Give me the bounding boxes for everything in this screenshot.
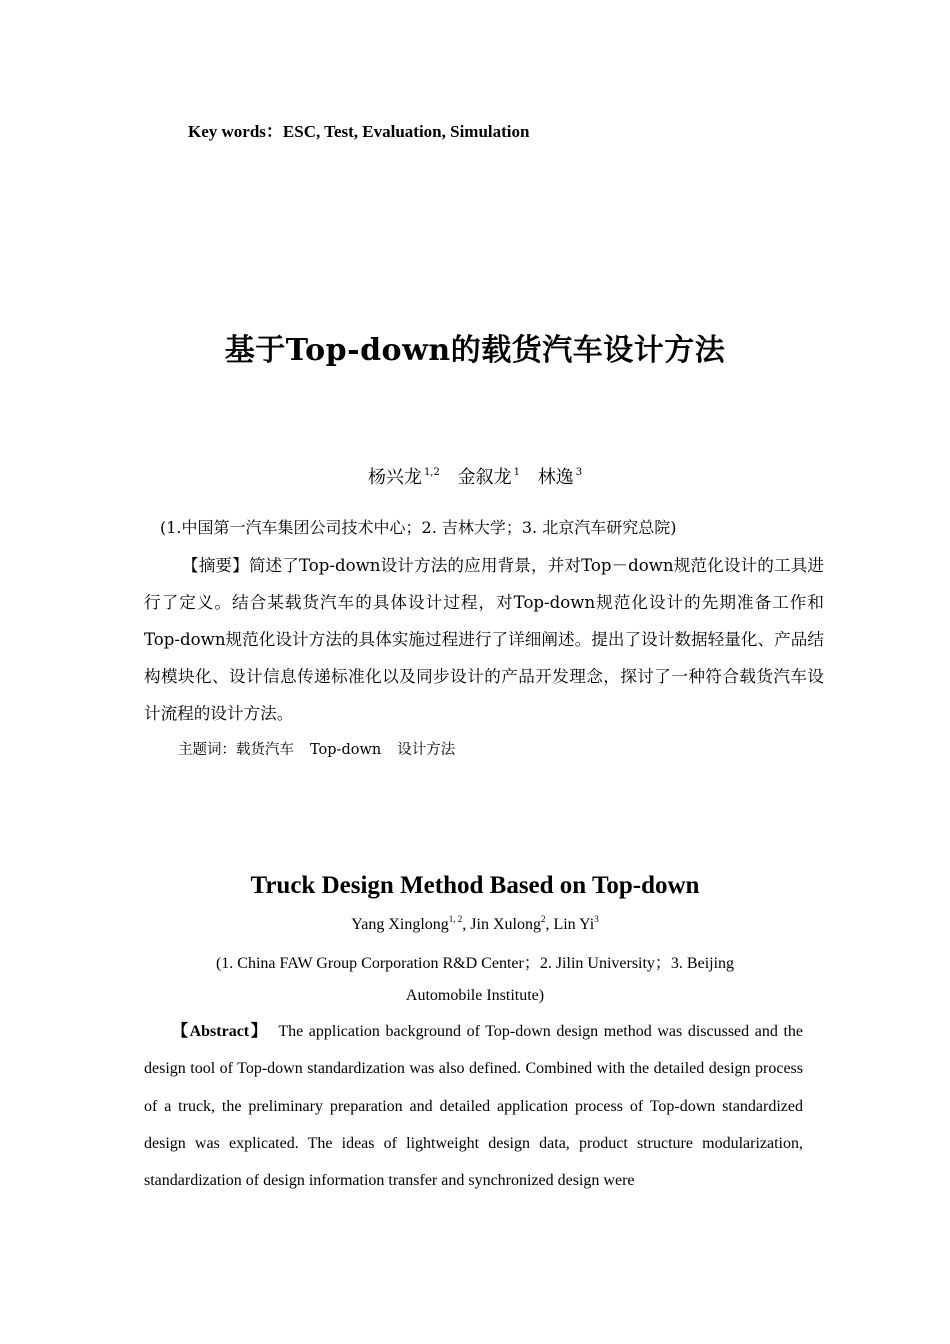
chinese-keywords	[178, 738, 471, 759]
chinese-abstract-label: 【摘要】	[182, 556, 249, 575]
chinese-author-2: 金叙龙 $^1$	[457, 467, 520, 488]
chinese-keywords-label: 主题词：	[178, 742, 236, 758]
english-title: Truck Design Method Based on Top-down	[250, 872, 700, 899]
keyword: 设计方法	[397, 742, 456, 758]
english-authors	[0, 914, 950, 934]
english-author-3: Lin Yi$^3$	[553, 914, 599, 933]
chinese-affiliation: (1.中国第一汽车集团公司技术中心；2. 吉林大学；3. 北京汽车研究总院)	[160, 518, 677, 537]
chinese-title: 基于Top-down的载货汽车设计方法	[224, 333, 726, 368]
keyword: 载货汽车	[236, 742, 294, 758]
english-author-1: Yang Xinglong$^{1, 2}$,	[351, 914, 471, 933]
english-abstract-label: 【Abstract】	[172, 1023, 269, 1040]
chinese-abstract-text: 简述了Top-down设计方法的应用背景，并对Top－down规范化设计的工具进行了定义。结合某载货汽车的具体设计过程，对Top-down规范化设计的先期准备工作和Top-down规范化设计方法的具体实施过程进行了详细阐述。提出了设计数据轻量化、产品结构模块化、设计信息传递标准化以及同步设计的产品开发理念，探讨了一种符合载货汽车设计流程的设计方法。	[144, 556, 824, 723]
english-abstract	[144, 1013, 803, 1199]
previous-section-keywords: Key words：ESC, Test, Evaluation, Simulation	[188, 122, 530, 141]
english-affiliation-line-2: Automobile Institute)	[405, 987, 545, 1004]
chinese-abstract	[144, 547, 824, 732]
keyword: Top-down	[310, 742, 382, 758]
english-affiliation-line-1: (1. China FAW Group Corporation R&D Center；2. Jilin University；3. Beijing	[215, 955, 735, 972]
english-abstract-text: The application background of Top-down design method was discussed and the design tool of Top-down standardization was also defined. Combined with the detailed design process of a truck, the preliminary preparation and detailed application process of Top-down standardized design was explicated. The ideas of lightweight design data, product structure modularization, standardization of design information transfer and synchronized design were	[144, 1023, 803, 1190]
english-author-2: Jin Xulong$^2$,	[470, 914, 554, 933]
chinese-author-3: 林逸 $^3$	[537, 467, 583, 488]
chinese-author-1: 杨兴龙 $^{1,2}$	[367, 467, 440, 488]
chinese-authors	[0, 463, 950, 489]
